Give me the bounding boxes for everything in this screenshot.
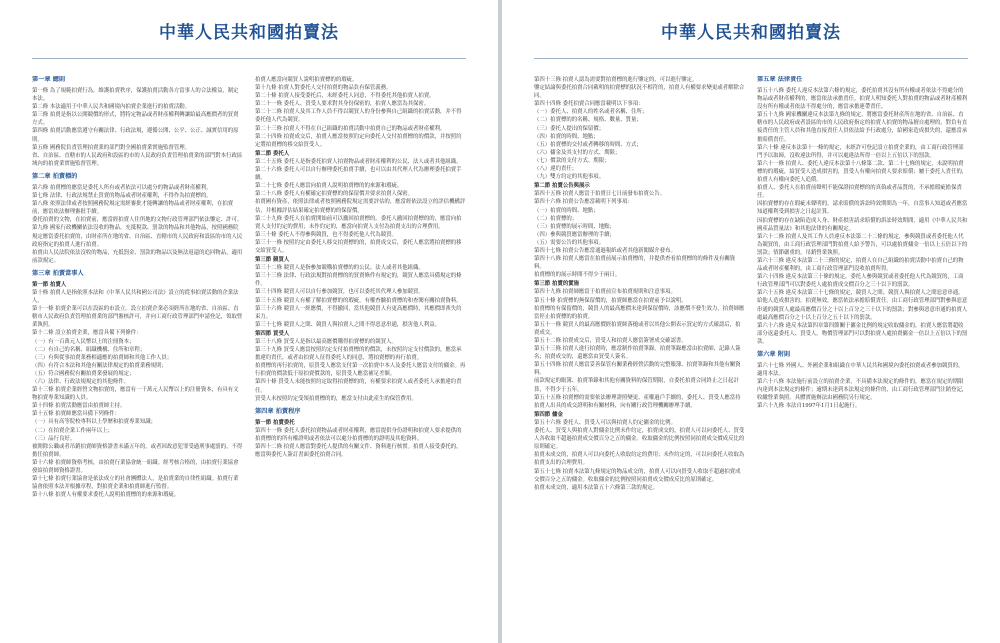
chapter-heading: 第三章 拍賣當事人: [32, 269, 84, 277]
article-paragraph: 第三條 拍賣是指以公開競價的形式，將特定物品或者財產權利轉讓給最高應價者的買賣方式。: [32, 112, 239, 127]
article-paragraph: （五）拍賣標的交付或者轉移的時間、方式；: [534, 141, 642, 148]
article-paragraph: 第四十九條 拍賣師應當于拍賣前宣布拍賣規則和注意事項。: [534, 289, 676, 296]
article-paragraph: 前款規定的賬簿、拍賣筆錄和其他有關資料的保管期限，自委托拍賣合同終止之日起計算，不得少于五年。: [534, 378, 739, 393]
article-paragraph: 第二十九條 委托人在拍賣開始前可以撤回拍賣標的。委托人撤回拍賣標的的，應當向拍賣人支付約定的費用；未作約定的，應當向拍賣人支付為拍賣支出的合理費用。: [255, 215, 462, 230]
article-paragraph: 第六十六條 違反本法第四章第四節關于傭金比例的規定收取傭金的，拍賣人應當將超收部分返還委托人、買受人。物價管理部門可以對拍賣人處拍賣傭金一倍以上五倍以下的罰款。: [757, 322, 968, 345]
chapter-heading: 第二章 拍賣標的: [32, 172, 78, 180]
article-paragraph: （二）在拍賣企業工作兩年以上；: [32, 427, 113, 434]
section-heading: 第一節 拍賣人: [32, 281, 67, 288]
article-paragraph: 第四十五條 拍賣人應當于拍賣日七日前發布拍賣公告。: [534, 191, 666, 198]
text-column: [255, 76, 466, 628]
article-paragraph: 第十二條 設立拍賣企業，應當具備下列條件：: [32, 330, 142, 337]
article-paragraph: 第四十三條 拍賣人認為需要對拍賣標的進行鑒定的，可以進行鑒定。: [534, 77, 698, 83]
article-paragraph: （二）有自己的名稱、組織機構、住所和章程；: [32, 346, 146, 353]
article-paragraph: 第六十九條 本法自1997年1月1日起施行。: [757, 403, 861, 410]
article-paragraph: 第三十三條 法律、行政法規對拍賣標的的買賣條件有規定的，競買人應當具備規定的條件。: [255, 273, 462, 288]
article-paragraph: 第三十四條 競買人可以自行參加競買，也可以委托其代理人參加競買。: [255, 289, 424, 296]
article-paragraph: 第三十五條 競買人有權了解拍賣標的的瑕疵，有權查驗拍賣標的和查閱有關拍賣資料。: [255, 297, 462, 304]
chapter-heading: 第五章 法律責任: [757, 76, 803, 83]
article-paragraph: 第五十六條 委托人、買受人可以與拍賣人約定傭金的比例。: [534, 419, 676, 426]
article-paragraph: 第五十條 拍賣標的無保留價的，拍賣師應當在拍賣前予以說明。: [534, 297, 687, 304]
article-paragraph: 第四十四條 委托拍賣合同應當載明以下事項：: [534, 101, 644, 108]
article-paragraph: 拍賣人、委托人在拍賣前聲明不能保證拍賣標的的真偽或者品質的，不承擔瑕疵擔保責任。: [757, 185, 962, 200]
article-paragraph: （二）拍賣標的的名稱、規格、數量、質量；: [534, 117, 642, 124]
article-paragraph: （三）品行良好。: [32, 435, 76, 442]
article-paragraph: 第六十七條 外國人、外國企業和組織在中華人民共和國境內委托拍賣或者參加競買的，適用本法。: [757, 363, 964, 378]
section-heading: 第四節 買受人: [255, 330, 290, 337]
article-paragraph: 拍賣標的有保留價的，競買人的最高應價未達到保留價時，該應價不發生效力，拍賣師應當停止拍賣標的的拍賣。: [534, 305, 745, 320]
article-paragraph: 第五十八條 委托人違反本法第六條的規定，委托拍賣其沒有所有權或者依法不得處分的物品或者財產權利的，應當依法承擔責任。拍賣人明知委托人對拍賣的物品或者財產權利沒有所有權或者依法不得處分的，應當承擔連帶責任。: [757, 88, 968, 111]
page-right: [502, 0, 1000, 643]
article-paragraph: 拍賣未成交的，適用本法第五十六條第三款的規定。: [534, 484, 658, 491]
page-title: 中華人民共和國拍賣法: [159, 23, 339, 43]
article-paragraph: 委托人、買受人與拍賣人對傭金比例未作約定，拍賣成交的，拍賣人可以向委托人、買受人各收取不超過拍賣成交價百分之五的傭金。收取傭金的比例按照同拍賣成交價成反比的原則確定。: [534, 428, 745, 451]
article-paragraph: 第四條 拍賣活動應當遵守有關法律、行政法規，遵循公開、公平、公正、誠實信用的原則。: [32, 128, 239, 143]
article-paragraph: 被開除公職或者吊銷拍賣師資格證書未滿五年的，或者因故意犯罪受過刑事處罰的，不得擔任拍賣師。: [32, 443, 243, 458]
article-paragraph: （九）雙方約定的其他事項。: [534, 174, 605, 181]
article-paragraph: 第八條 依照法律或者按照國務院規定需經審批才能轉讓的物品或者財產權利，在拍賣前，應當依法辦理審批手續。: [32, 201, 234, 216]
title-rule: [534, 58, 968, 59]
article-paragraph: 因拍賣標的存在缺陷造成人身、財產損害請求賠償的訴訟時效期間，適用《中華人民共和國產品質量法》和其他法律的有關規定。: [757, 217, 968, 232]
article-paragraph: 第十七條 拍賣行業協會是依法成立的社會團體法人，是拍賣業的自律性組織。拍賣行業協會依照本法并根據章程，對拍賣企業和拍賣師進行監督。: [32, 476, 239, 491]
section-heading: 第二節 拍賣公告與展示: [534, 183, 590, 190]
article-paragraph: （三）委托人提出的保留價；: [534, 125, 605, 132]
article-paragraph: （四）拍賣的時間、地點；: [534, 133, 599, 140]
article-paragraph: （二）拍賣標的；: [534, 215, 578, 222]
article-paragraph: 第二十三條 拍賣人不得在自己組織的拍賣活動中拍賣自己的物品或者財產權利。: [255, 125, 446, 132]
article-paragraph: 第六十一條 拍賣人、委托人違反本法第十八條第二款、第二十七條的規定，未說明拍賣標的的瑕疵，給買受人造成損害的，買受人有權向拍賣人要求賠償；屬于委托人責任的，拍賣人有權向委托人追償。: [757, 160, 968, 184]
section-heading: 第一節 拍賣委托: [255, 419, 295, 426]
article-paragraph: （四）有符合本法和其他有關法律規定的拍賣業務規則；: [32, 362, 167, 369]
chapter-heading: 第四章 拍賣程序: [255, 407, 301, 415]
text-columns: [534, 76, 968, 628]
article-paragraph: 第五條 國務院負責管理拍賣業的部門對全國拍賣業實施監督管理。: [32, 144, 191, 151]
article-paragraph: 第六十條 違反本法第十一條的規定，未經許可登記設立拍賣企業的，由工商行政管理部門予以取締，沒收違法所得，并可以處違法所得一倍以上五倍以下的罰款。: [757, 144, 964, 159]
article-paragraph: 第十五條 拍賣師應當具備下列條件：: [32, 411, 120, 418]
article-paragraph: 第六十二條 拍賣人及其工作人員違反本法第二十二條的規定，參與競買或者委托他人代為競買的，由工商行政管理部門對拍賣人給予警告，可以處拍賣傭金一倍以上五倍以下的罰款；情節嚴重的，吊銷營業執照。: [757, 233, 968, 256]
section-heading: 第三節 競買人: [255, 257, 290, 264]
article-paragraph: 第三十六條 競買人一經應價，不得撤回，當其他競買人有更高應價時，其應價即喪失約束力。: [255, 305, 462, 320]
article-paragraph: 第三十條 委托人不得參與競買，也不得委托他人代為競買。: [255, 231, 397, 238]
article-paragraph: 第六十三條 違反本法第二十三條的規定，拍賣人在自己組織的拍賣活動中拍賣自己的物品或者財產權利的，由工商行政管理部門沒收拍賣所得。: [757, 257, 964, 273]
article-paragraph: 第十條 拍賣人是指依照本法和《中華人民共和國公司法》設立的從事拍賣活動的企業法人。: [32, 289, 239, 305]
article-paragraph: 第二十八條 委托人有權確定拍賣標的的保留價并要求拍賣人保密。: [255, 191, 414, 198]
article-paragraph: 委托拍賣的文物，在拍賣前，應當經拍賣人住所地的文物行政管理部門依法鑒定、許可。: [32, 217, 243, 224]
article-paragraph: （一）拍賣的時間、地點；: [534, 207, 599, 214]
article-paragraph: 拍賣未成交的，拍賣人可以向委托人收取約定的費用；未作約定的，可以向委托人收取為拍賣支出的合理費用。: [534, 452, 745, 467]
article-paragraph: （三）有與從事拍賣業務相適應的拍賣師和其他工作人員；: [32, 354, 173, 361]
article-paragraph: 拍賣人應當向競買人說明拍賣標的的瑕疵。: [255, 77, 358, 83]
article-paragraph: （七）價款的支付方式、期限；: [534, 157, 610, 164]
article-paragraph: 第六十五條 違反本法第三十七條的規定，競買人之間、競買人與拍賣人之間惡意串通，給他人造成損害的，拍賣無效，應當依法承擔賠償責任。由工商行政管理部門對參與惡意串通的競買人處最高應價百分之十以上百分之三十以下的罰款；對參與惡意串通的拍賣人處最高應價百分之十以上百分之五十以下的罰款。: [757, 290, 968, 321]
article-paragraph: 第六條 拍賣標的應當是委托人所有或者依法可以處分的物品或者財產權利。: [32, 184, 212, 191]
article-paragraph: 第十四條 拍賣活動應當由拍賣師主持。: [32, 403, 126, 410]
article-paragraph: 第二十五條 委托人是指委托拍賣人拍賣物品或者財產權利的公民、法人或者其他組織。: [255, 158, 462, 165]
article-paragraph: （一）具有高等院校專科以上學歷和拍賣專業知識；: [32, 419, 156, 426]
article-paragraph: （四）參與競買應當辦理的手續；: [534, 231, 615, 238]
article-paragraph: 第二條 本法適用于中華人民共和國境內拍賣企業進行的拍賣活動。: [32, 104, 191, 111]
article-paragraph: （一）委托人、拍賣人的姓名或者名稱、住所；: [534, 109, 648, 116]
article-paragraph: 第三十九條 買受人應當按照約定支付拍賣標的的價款，未按照約定支付價款的，應當承擔違約責任，或者由拍賣人征得委托人的同意，將拍賣標的再行拍賣。: [255, 347, 462, 362]
article-paragraph: 第六十四條 違反本法第三十條的規定，委托人參與競買或者委托他人代為競買的，工商行政管理部門可以對委托人處拍賣成交價百分之三十以下的罰款。: [757, 274, 964, 289]
section-heading: 第三節 拍賣的實施: [534, 281, 580, 288]
article-paragraph: 第二十四條 拍賣成交后，拍賣人應當按照約定向委托人交付拍賣標的的價款，并按照約定將拍賣標的移交給買受人。: [255, 133, 462, 148]
article-paragraph: 第九條 國家行政機關依法沒收的物品，充抵稅款、罰款的物品和其他物品，按照國務院規定應當委托拍賣的，由財產所在地的省、自治區、直轄市的人民政府和設區的市的人民政府指定的拍賣人進行拍賣。: [32, 225, 243, 248]
article-paragraph: （三）拍賣標的展示時間、地點；: [534, 223, 615, 230]
article-paragraph: 買受人未按照約定受領拍賣標的的，應當支付由此產生的保管費用。: [255, 395, 417, 402]
article-paragraph: 拍賣標的再行拍賣的，原買受人應當支付第一次拍賣中本人及委托人應當支付的傭金。再行拍賣的價款低于原拍賣價款的，原買受人應當補足差額。: [255, 363, 466, 378]
article-paragraph: 因拍賣標的存在瑕疵未聲明的，請求賠償的訴訟時效期間為一年，自當事人知道或者應當知道權利受到損害之日起計算。: [757, 201, 968, 216]
article-paragraph: 第四十八條 拍賣人應當在拍賣前展示拍賣標的，并提供查看拍賣標的的條件及有關資料。: [534, 256, 736, 271]
article-paragraph: 第三十八條 買受人是指以最高應價購得拍賣標的的競買人。: [255, 339, 397, 345]
article-paragraph: 第四十二條 拍賣人應當對委托人提供的有關文件、資料進行核實。拍賣人接受委托的，應當與委托人簽訂書面委托拍賣合同。: [255, 444, 462, 459]
article-paragraph: （五）需要公告的其他事項。: [534, 239, 605, 246]
article-paragraph: 第七條 法律、行政法規禁止買賣的物品或者財產權利，不得作為拍賣標的。: [32, 193, 212, 200]
article-paragraph: 第十一條 拍賣企業可以在設區的市設立。設立拍賣企業必須經所在地的省、自治區、直轄市人民政府負責管理拍賣業的部門審核許可，并向工商行政管理部門申請登記，領取營業執照。: [32, 306, 243, 329]
article-paragraph: 拍賣由人民法院依法沒收的物品，充抵罰金、罰款的物品以及無法返還的追回物品，適用前款規定。: [32, 249, 243, 264]
article-paragraph: 第二十一條 委托人、買受人要求對其身份保密的，拍賣人應當為其保密。: [255, 101, 430, 108]
article-paragraph: 第十三條 拍賣企業經營文物拍賣的，應當有一千萬元人民幣以上的注冊資本，有具有文物拍賣專業知識的人員。: [32, 387, 239, 402]
article-paragraph: 第五十五條 拍賣標的需要依法辦理證照變更、產權過戶手續的，委托人、買受人應當持拍賣人出具的成交證明和有關材料，向有關行政管理機關辦理手續。: [534, 394, 741, 409]
article-paragraph: 第四十一條 委托人委托拍賣物品或者財產權利，應當提供身份證明和拍賣人要求提供的拍賣標的的所有權證明或者依法可以處分拍賣標的的證明及其他資料。: [255, 427, 462, 442]
page-left: [0, 0, 498, 643]
section-heading: 第四節 傭金: [534, 411, 563, 418]
chapter-heading: 第六章 附則: [757, 351, 791, 358]
text-columns: [32, 76, 466, 628]
text-column: [534, 76, 745, 628]
page-title: 中華人民共和國拍賣法: [661, 23, 841, 43]
article-paragraph: （五）符合國務院有關拍賣業發展的規定；: [32, 370, 135, 377]
article-paragraph: 第五十一條 競買人的最高應價經拍賣師落槌或者以其他公開表示買定的方式確認后，拍賣成交。: [534, 321, 741, 336]
article-paragraph: （六）法律、行政法規規定的其他條件。: [32, 379, 130, 385]
article-paragraph: 第五十九條 國家機關違反本法第九條的規定，將應當委托財產所在地的省、自治區、直轄市的人民政府或者設區的市的人民政府指定的拍賣人拍賣的物品擅自處理的，對負有直接責任的主管人員和其他直接責任人員依法給予行政處分，給國家造成損失的，還應當承擔賠償責任。: [757, 112, 968, 143]
article-paragraph: 第二十六條 委托人可以自行辦理委托拍賣手續，也可以由其代理人代為辦理委托拍賣手續。: [255, 167, 462, 182]
article-paragraph: 第二十二條 拍賣人及其工作人員不得以競買人的身份參與自己組織的拍賣活動，并不得委托他人代為競買。: [255, 109, 462, 124]
article-paragraph: 第五十七條 拍賣本法第九條規定的物品成交的，拍賣人可以向買受人收取不超過拍賣成交價百分之五的傭金。收取傭金的比例按照同拍賣成交價成反比的原則確定。: [534, 468, 741, 483]
article-paragraph: 第四十七條 拍賣公告應當通過報紙或者其他新聞媒介發布。: [534, 247, 676, 254]
article-paragraph: （一）有一百萬元人民幣以上的注冊資本；: [32, 338, 135, 345]
article-paragraph: （八）違約責任；: [534, 166, 578, 173]
article-paragraph: 第二十條 拍賣人接受委托后，未經委托人同意，不得委托其他拍賣人拍賣。: [255, 93, 435, 100]
article-paragraph: 第四十條 買受人未能按照約定取得拍賣標的的，有權要求拍賣人或者委托人承擔違約責任。: [255, 379, 462, 394]
article-paragraph: 第五十二條 拍賣成交后，買受人和拍賣人應當簽署成交確認書。: [534, 338, 687, 344]
article-paragraph: 第四十六條 拍賣公告應當載明下列事項：: [534, 199, 633, 206]
text-column: [757, 76, 968, 628]
chapter-heading: 第一章 總則: [32, 76, 66, 83]
article-paragraph: 第三十七條 競買人之間、競買人與拍賣人之間不得惡意串通，損害他人利益。: [255, 321, 440, 328]
article-paragraph: 鑒定結論與委托拍賣合同載明的拍賣標的狀況不相符的，拍賣人有權要求變更或者解除合同。: [534, 85, 745, 100]
article-paragraph: 第三十二條 競買人是指參加競購拍賣標的的公民、法人或者其他組織。: [255, 265, 424, 272]
article-paragraph: 第一條 為了規範拍賣行為，維護拍賣秩序，保護拍賣活動各方當事人的合法權益，制定本法。: [32, 88, 239, 103]
article-paragraph: 第二十七條 委托人應當向拍賣人說明拍賣標的的來源和瑕疵。: [255, 183, 403, 190]
article-paragraph: 第十九條 拍賣人對委托人交付拍賣的物品負有保管義務。: [255, 85, 392, 92]
article-paragraph: 拍賣國有資產，依照法律或者按照國務院規定需要評估的，應當經依法設立的評估機構評估，并根據評估結果確定拍賣標的的保留價。: [255, 199, 466, 214]
article-paragraph: 拍賣標的的展示時間不得少于兩日。: [534, 272, 621, 279]
text-column: [32, 76, 243, 628]
article-paragraph: 第三十一條 按照約定由委托人移交拍賣標的的，拍賣成交后，委托人應當將拍賣標的移交給買受人。: [255, 239, 462, 254]
article-paragraph: 第六十八條 本法施行前設立的拍賣企業，不具備本法規定的條件的，應當在規定的期限內達到本法規定的條件；逾期未達到本法規定的條件的，由工商行政管理部門注銷登記，收繳營業執照。具體實施辦法由國務院另行規定。: [757, 379, 968, 402]
title-rule: [32, 58, 466, 59]
section-heading: 第二節 委托人: [255, 150, 290, 157]
article-paragraph: 第五十三條 拍賣人進行拍賣時，應當制作拍賣筆錄。拍賣筆錄應當由拍賣師、記錄人簽名；拍賣成交的，還應當由買受人簽名。: [534, 346, 741, 361]
article-paragraph: 第十六條 拍賣師資格考核，由拍賣行業協會統一組織。經考核合格的，由拍賣行業協會發給拍賣師資格證書。: [32, 459, 239, 475]
article-paragraph: （六）傭金及其支付的方式、期限；: [534, 149, 621, 156]
article-paragraph: 第十八條 拍賣人有權要求委托人說明拍賣標的的來源和瑕疵。: [32, 492, 180, 499]
article-paragraph: 第五十四條 拍賣人應當妥善保管有關業務經營活動的完整賬簿、拍賣筆錄和其他有關資料。: [534, 362, 741, 377]
article-paragraph: 省、自治區、直轄市的人民政府和設區的市的人民政府負責管理拍賣業的部門對本行政區域內的拍賣業實施監督管理。: [32, 152, 243, 167]
